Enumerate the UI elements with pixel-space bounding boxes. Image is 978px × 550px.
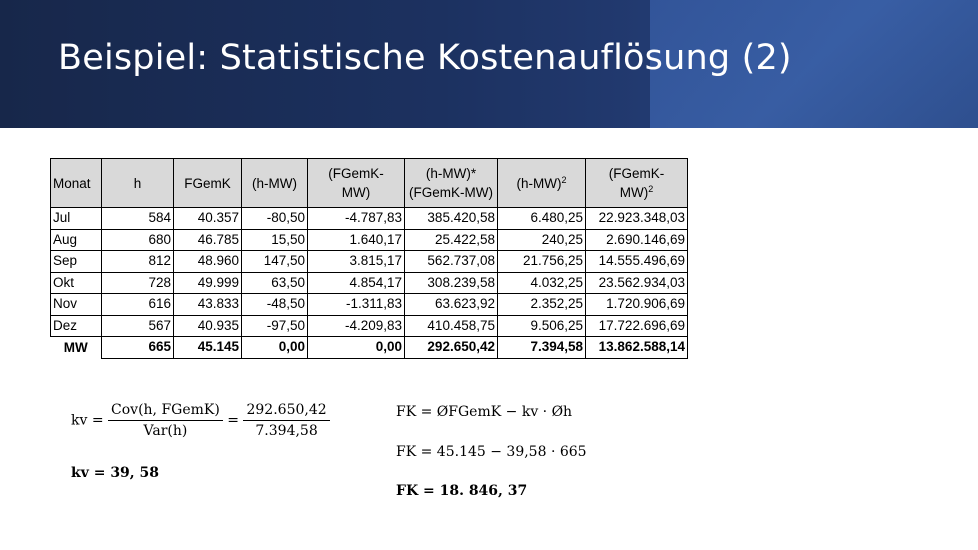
table-cell: 15,50	[242, 229, 308, 251]
header-monat: Monat	[51, 159, 102, 208]
table-cell: 63.623,92	[405, 294, 498, 316]
mean-cell: 45.145	[174, 337, 242, 359]
header-h: h	[102, 159, 174, 208]
mean-cell: 0,00	[308, 337, 405, 359]
table-cell: Okt	[51, 272, 102, 294]
table-cell: Dez	[51, 315, 102, 337]
table-cell: 240,25	[498, 229, 586, 251]
table-header-row	[51, 159, 688, 208]
fk-formula: FK = ØFGemK − kv · Øh	[396, 404, 573, 420]
mean-cell: 7.394,58	[498, 337, 586, 359]
equals-sign: =	[227, 412, 240, 429]
header-h-mw-squared-exp: 2	[561, 174, 567, 185]
header-product-line2: (FGemK-MW)	[409, 185, 493, 200]
fk-result: FK = 18. 846, 37	[396, 483, 528, 499]
header-product	[405, 159, 498, 208]
kv-numerator-symbolic: Cov(h, FGemK)	[108, 402, 223, 421]
kv-fraction-symbolic	[108, 402, 223, 439]
kv-fraction-numeric	[243, 402, 329, 439]
kv-denominator-numeric: 7.394,58	[255, 423, 318, 439]
table-cell: 3.815,17	[308, 251, 405, 273]
table-cell: 49.999	[174, 272, 242, 294]
table-cell: 562.737,08	[405, 251, 498, 273]
table-row	[51, 272, 688, 294]
table-cell: 385.420,58	[405, 208, 498, 230]
fk-values: FK = 45.145 − 39,58 · 665	[396, 444, 587, 460]
header-h-mw-squared	[498, 159, 586, 208]
title-banner	[0, 0, 978, 128]
kv-denominator-symbolic: Var(h)	[143, 423, 188, 439]
header-fgemk-mw-squared-line2: MW)	[619, 185, 649, 200]
table-row	[51, 251, 688, 273]
table-row	[51, 294, 688, 316]
kv-formula	[71, 402, 330, 439]
table-cell: 2.352,25	[498, 294, 586, 316]
table-cell: 812	[102, 251, 174, 273]
table-cell: 25.422,58	[405, 229, 498, 251]
table-cell: 40.357	[174, 208, 242, 230]
mean-cell: 665	[102, 337, 174, 359]
table-cell: -97,50	[242, 315, 308, 337]
table-cell: 1.720.906,69	[586, 294, 688, 316]
table-cell: -48,50	[242, 294, 308, 316]
table-cell: 23.562.934,03	[586, 272, 688, 294]
table-cell: 22.923.348,03	[586, 208, 688, 230]
header-fgemk-mw-line1: (FGemK-	[328, 166, 384, 181]
table-cell: Nov	[51, 294, 102, 316]
header-h-mw-squared-text: (h-MW)	[516, 175, 562, 191]
mean-row	[51, 337, 688, 359]
header-fgemk-mw-squared	[586, 159, 688, 208]
statistics-table	[50, 158, 688, 359]
mean-cell: 13.862.588,14	[586, 337, 688, 359]
table-cell: 63,50	[242, 272, 308, 294]
table-cell: 2.690.146,69	[586, 229, 688, 251]
table-cell: 680	[102, 229, 174, 251]
header-fgemk: FGemK	[174, 159, 242, 208]
header-product-line1: (h-MW)*	[425, 166, 477, 181]
header-h-mw: (h-MW)	[242, 159, 308, 208]
table-cell: 584	[102, 208, 174, 230]
table-cell: 308.239,58	[405, 272, 498, 294]
table-cell: 4.854,17	[308, 272, 405, 294]
table-row	[51, 208, 688, 230]
table-cell: 4.032,25	[498, 272, 586, 294]
table-cell: 567	[102, 315, 174, 337]
table-cell: 6.480,25	[498, 208, 586, 230]
table-cell: 616	[102, 294, 174, 316]
table-cell: 1.640,17	[308, 229, 405, 251]
header-fgemk-mw-squared-exp: 2	[648, 184, 654, 194]
table-cell: -4.209,83	[308, 315, 405, 337]
table-cell: -1.311,83	[308, 294, 405, 316]
kv-numerator-numeric: 292.650,42	[243, 402, 329, 421]
mean-cell: 0,00	[242, 337, 308, 359]
table-row	[51, 315, 688, 337]
table-cell: 17.722.696,69	[586, 315, 688, 337]
table-cell: 14.555.496,69	[586, 251, 688, 273]
header-fgemk-mw-squared-line1: (FGemK-	[608, 166, 665, 181]
table-cell: 46.785	[174, 229, 242, 251]
slide-title: Beispiel: Statistische Kostenauflösung (2)	[58, 38, 792, 78]
table-row	[51, 229, 688, 251]
table-cell: 147,50	[242, 251, 308, 273]
table-cell: 728	[102, 272, 174, 294]
table-cell: 21.756,25	[498, 251, 586, 273]
kv-lhs: kv =	[71, 412, 104, 429]
table-cell: 410.458,75	[405, 315, 498, 337]
table-cell: 43.833	[174, 294, 242, 316]
table-cell: Sep	[51, 251, 102, 273]
table-cell: Jul	[51, 208, 102, 230]
kv-result: kv = 39, 58	[71, 465, 160, 481]
table-cell: 48.960	[174, 251, 242, 273]
table-cell: Aug	[51, 229, 102, 251]
table-cell: -80,50	[242, 208, 308, 230]
header-fgemk-mw	[308, 159, 405, 208]
header-fgemk-mw-line2: MW)	[341, 185, 371, 200]
table-cell: -4.787,83	[308, 208, 405, 230]
mean-cell: 292.650,42	[405, 337, 498, 359]
mean-label: MW	[51, 337, 102, 359]
table-cell: 40.935	[174, 315, 242, 337]
table-cell: 9.506,25	[498, 315, 586, 337]
